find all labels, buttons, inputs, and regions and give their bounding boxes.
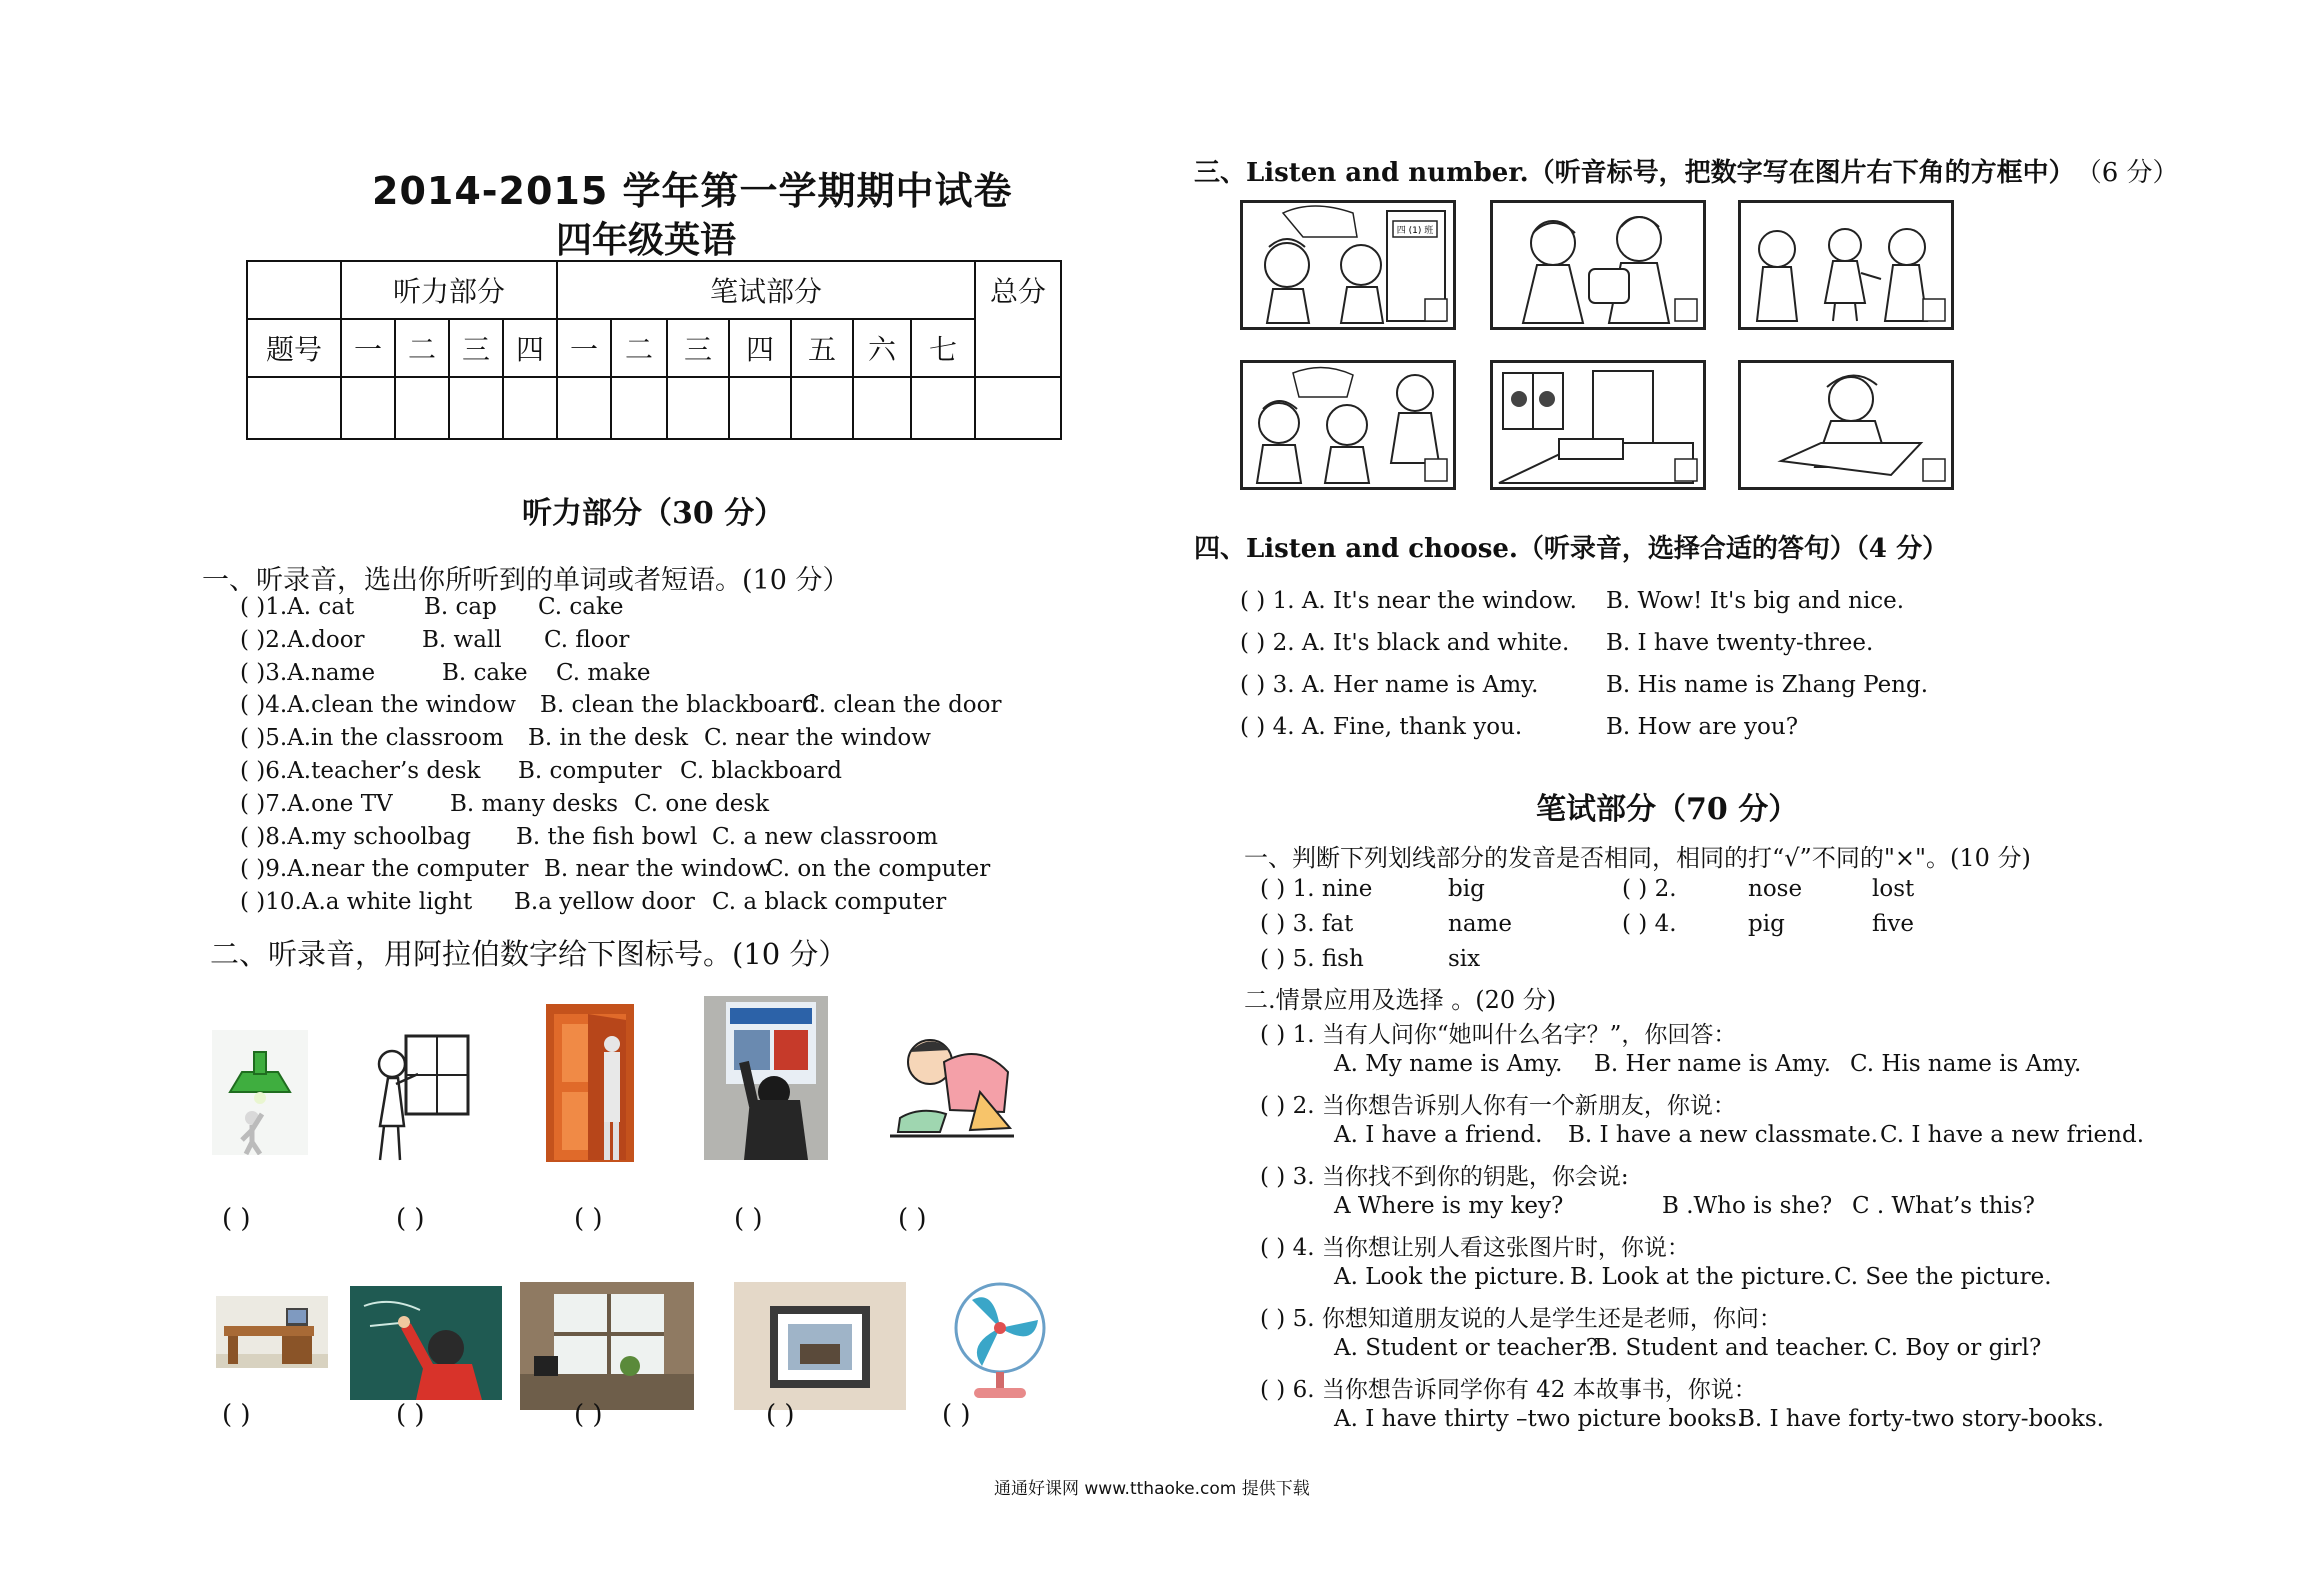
pronunciation-cell: name bbox=[1448, 911, 1512, 937]
fan-picture bbox=[942, 1278, 1058, 1404]
question-option-b: B. cap bbox=[424, 594, 497, 620]
pronunciation-cell: pig bbox=[1748, 911, 1785, 937]
scenario-question: ( ) 3. 当你找不到你的钥匙，你会说: bbox=[1260, 1164, 1629, 1190]
score-group-listening: 听力部分 bbox=[341, 261, 557, 319]
question-option-c: C. blackboard bbox=[680, 758, 843, 784]
score-col: 三 bbox=[667, 319, 729, 377]
question-option-c: C. on the computer bbox=[766, 856, 991, 883]
question-option-c: C. one desk bbox=[634, 790, 770, 817]
scenario-option-c: C. Boy or girl? bbox=[1874, 1335, 2042, 1361]
answer-blank[interactable]: ( ) bbox=[222, 1400, 251, 1430]
choice-option-b: B. His name is Zhang Peng. bbox=[1606, 672, 1929, 698]
pronunciation-cell: five bbox=[1872, 911, 1914, 937]
question-option-a: ( )1.A. cat bbox=[240, 594, 355, 620]
choice-option-a: ( ) 4. A. Fine, thank you. bbox=[1240, 714, 1523, 740]
question-option-b: B. cake bbox=[442, 659, 528, 686]
score-col: 五 bbox=[791, 319, 853, 377]
part3-heading-text: 三、Listen and number.（听音标号，把数字写在图片右下角的方框中） bbox=[1194, 158, 2075, 188]
question-option-b: B. computer bbox=[518, 758, 662, 784]
scenario-question: ( ) 2. 当你想告诉别人你有一个新朋友，你说： bbox=[1260, 1093, 1736, 1119]
question-option-c: C. make bbox=[556, 659, 651, 686]
scenario-option-a: A. I have a friend. bbox=[1334, 1122, 1543, 1148]
choice-option-b: B. Wow! It's big and nice. bbox=[1606, 588, 1905, 614]
number-picture-2 bbox=[1490, 200, 1706, 330]
score-col: 七 bbox=[911, 319, 975, 377]
question-option-c: C. near the window bbox=[704, 725, 931, 752]
scenario-option-c: C . What’s this? bbox=[1852, 1193, 2035, 1219]
pronunciation-cell: ( ) 4. bbox=[1622, 911, 1677, 937]
pronunciation-cell: ( ) 1. nine bbox=[1260, 876, 1373, 902]
pronunciation-cell: six bbox=[1448, 946, 1481, 972]
question-option-b: B. near the window bbox=[544, 856, 772, 883]
scenario-option-b: B. Her name is Amy. bbox=[1594, 1051, 1831, 1077]
question-option-a: ( )3.A.name bbox=[240, 659, 376, 686]
door-picture bbox=[542, 1000, 638, 1165]
answer-blank[interactable]: ( ) bbox=[766, 1400, 795, 1430]
question-option-c: C. floor bbox=[544, 626, 630, 653]
listening-part3-heading bbox=[1194, 152, 2179, 189]
score-row-label: 题号 bbox=[247, 319, 341, 377]
number-picture-4 bbox=[1240, 360, 1456, 490]
scenario-option-b: B. Student and teacher. bbox=[1594, 1335, 1870, 1361]
number-picture-3 bbox=[1738, 200, 1954, 330]
number-picture-5 bbox=[1490, 360, 1706, 490]
question-option-a: ( )9.A.near the computer bbox=[240, 856, 529, 883]
question-option-b: B. the fish bowl bbox=[516, 823, 698, 850]
scenario-option-a: A Where is my key? bbox=[1334, 1193, 1564, 1219]
question-option-b: B. many desks bbox=[450, 790, 619, 817]
answer-blank[interactable]: ( ) bbox=[898, 1204, 927, 1234]
teachers-desk-photo bbox=[216, 1296, 328, 1368]
question-option-a: ( )4.A.clean the window bbox=[240, 692, 516, 719]
pronunciation-cell: lost bbox=[1872, 876, 1915, 902]
question-option-b: B. in the desk bbox=[528, 725, 689, 752]
question-option-c: C. cake bbox=[538, 594, 624, 620]
score-col: 二 bbox=[395, 319, 449, 377]
answer-blank[interactable]: ( ) bbox=[942, 1400, 971, 1430]
scenario-option-c: C. See the picture. bbox=[1834, 1264, 2052, 1290]
question-option-a: ( )5.A.in the classroom bbox=[240, 725, 504, 752]
score-col: 四 bbox=[503, 319, 557, 377]
pronunciation-cell: ( ) 2. bbox=[1622, 876, 1677, 902]
score-table bbox=[246, 260, 1062, 440]
writing-heading: 笔试部分（70 分） bbox=[1536, 792, 1799, 827]
question-option-b: B.a yellow door bbox=[514, 889, 695, 916]
question-option-c: C. clean the door bbox=[802, 692, 1002, 719]
picture-on-wall-photo bbox=[734, 1282, 906, 1410]
score-col: 二 bbox=[611, 319, 667, 377]
question-option-a: ( )10.A.a white light bbox=[240, 889, 473, 916]
score-group-writing: 笔试部分 bbox=[557, 261, 975, 319]
question-option-b: B. wall bbox=[422, 626, 502, 653]
score-col: 一 bbox=[557, 319, 611, 377]
pronunciation-cell: big bbox=[1448, 876, 1485, 902]
answer-blank[interactable]: ( ) bbox=[396, 1204, 425, 1234]
answer-blank[interactable]: ( ) bbox=[574, 1400, 603, 1430]
pronunciation-cell: ( ) 5. fish bbox=[1260, 946, 1364, 972]
answer-blank[interactable]: ( ) bbox=[396, 1400, 425, 1430]
wiping-floor-drawing bbox=[880, 1032, 1018, 1144]
window-cleaning-drawing bbox=[366, 1030, 476, 1165]
writing-part1-heading: 一、判断下列划线部分的发音是否相同，相同的打“√”不同的"×"。(10 分) bbox=[1244, 844, 2031, 872]
score-total-header: 总分 bbox=[975, 261, 1061, 377]
scenario-option-b: B. I have forty-two story-books. bbox=[1738, 1406, 2104, 1432]
question-option-a: ( )6.A.teacher’s desk bbox=[240, 758, 481, 784]
scenario-option-a: A. I have thirty –two picture books. bbox=[1334, 1406, 1745, 1432]
choice-option-b: B. How are you? bbox=[1606, 714, 1799, 740]
answer-blank[interactable]: ( ) bbox=[734, 1204, 763, 1234]
question-option-b: B. clean the blackboard bbox=[540, 692, 817, 719]
writing-part2-heading: 二.情景应用及选择 。(20 分) bbox=[1244, 986, 1557, 1014]
answer-blank[interactable]: ( ) bbox=[574, 1204, 603, 1234]
choice-option-a: ( ) 1. A. It's near the window. bbox=[1240, 588, 1577, 614]
choice-option-b: B. I have twenty-three. bbox=[1606, 630, 1874, 656]
classroom-window-photo bbox=[520, 1282, 694, 1410]
question-option-c: C. a new classroom bbox=[712, 823, 938, 850]
question-option-a: ( )2.A.door bbox=[240, 626, 365, 653]
answer-blank[interactable]: ( ) bbox=[222, 1204, 251, 1234]
listening-part2-heading: 二、听录音，用阿拉伯数字给下图标号。(10 分） bbox=[210, 937, 848, 971]
score-col: 四 bbox=[729, 319, 791, 377]
lamp-picture bbox=[212, 1030, 308, 1155]
exam-subtitle: 四年级英语 bbox=[556, 220, 737, 261]
scenario-question: ( ) 4. 当你想让别人看这张图片时，你说： bbox=[1260, 1235, 1690, 1261]
scenario-option-a: A. Student or teacher? bbox=[1334, 1335, 1599, 1361]
scenario-option-b: B. Look at the picture. bbox=[1570, 1264, 1832, 1290]
scenario-option-b: B .Who is she? bbox=[1662, 1193, 1833, 1219]
listening-part1-heading: 一、听录音，选出你所听到的单词或者短语。(10 分） bbox=[202, 565, 850, 596]
scenario-option-c: C. His name is Amy. bbox=[1850, 1051, 2082, 1077]
question-option-a: ( )7.A.one TV bbox=[240, 790, 393, 817]
scenario-option-a: A. Look the picture. bbox=[1334, 1264, 1566, 1290]
scenario-option-a: A. My name is Amy. bbox=[1334, 1051, 1563, 1077]
choice-option-a: ( ) 2. A. It's black and white. bbox=[1240, 630, 1570, 656]
scenario-question: ( ) 1. 当有人问你“她叫什么名字？”，你回答： bbox=[1260, 1022, 1737, 1048]
footer-text: 通通好课网 www.tthaoke.com 提供下载 bbox=[994, 1479, 1310, 1499]
number-picture-6 bbox=[1738, 360, 1954, 490]
listening-heading: 听力部分（30 分） bbox=[522, 496, 785, 531]
door-sign: 四 (1) 班 bbox=[1396, 226, 1434, 236]
question-option-c: C. a black computer bbox=[712, 889, 947, 916]
poster-wall-photo bbox=[704, 996, 828, 1160]
scenario-question: ( ) 5. 你想知道朋友说的人是学生还是老师，你问： bbox=[1260, 1306, 1782, 1332]
part3-points: （6 分） bbox=[2088, 158, 2179, 188]
number-picture-1 bbox=[1240, 200, 1456, 330]
scenario-option-c: C. I have a new friend. bbox=[1880, 1122, 2145, 1148]
scenario-option-b: B. I have a new classmate. bbox=[1568, 1122, 1879, 1148]
question-option-a: ( )8.A.my schoolbag bbox=[240, 823, 471, 850]
score-col: 三 bbox=[449, 319, 503, 377]
scenario-question: ( ) 6. 当你想告诉同学你有 42 本故事书，你说： bbox=[1260, 1377, 1757, 1403]
score-col: 一 bbox=[341, 319, 395, 377]
exam-title: 2014-2015 学年第一学期期中试卷 bbox=[372, 169, 1013, 213]
choice-option-a: ( ) 3. A. Her name is Amy. bbox=[1240, 672, 1539, 698]
listening-part4-heading: 四、Listen and choose.（听录音，选择合适的答句）（4 分） bbox=[1194, 534, 1949, 564]
score-col: 六 bbox=[853, 319, 911, 377]
pronunciation-cell: ( ) 3. fat bbox=[1260, 911, 1354, 937]
blackboard-photo bbox=[350, 1286, 502, 1400]
pronunciation-cell: nose bbox=[1748, 876, 1803, 902]
